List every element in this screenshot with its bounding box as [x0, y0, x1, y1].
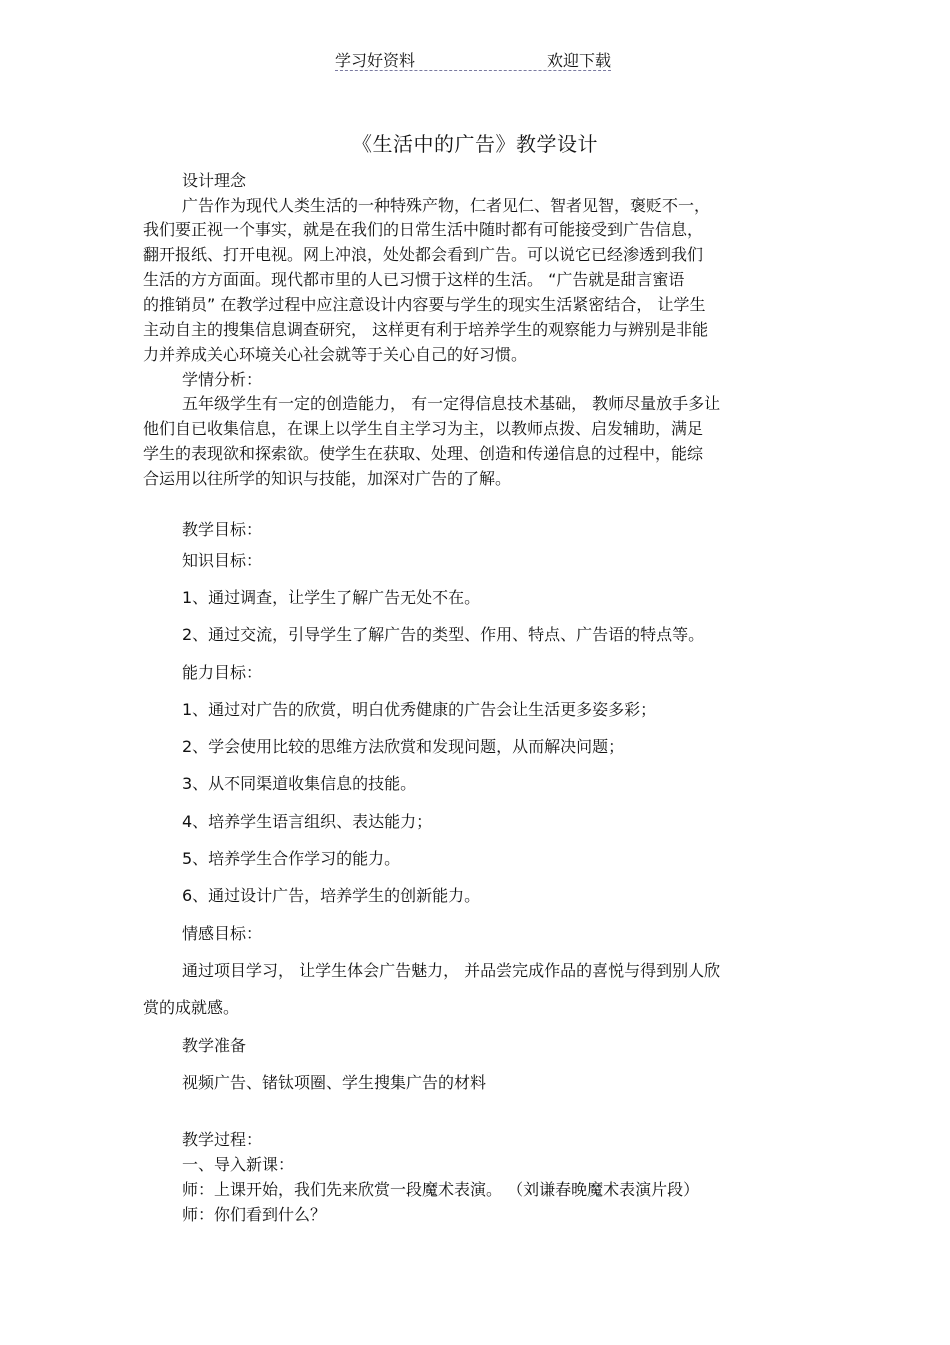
subsection-heading: 一、导入新课：	[182, 1155, 295, 1174]
paragraph-line: 赏的成就感。	[143, 998, 240, 1017]
paragraph-line: 生活的方方面面。现代都市里的人已习惯于这样的生活。 “广告就是甜言蜜语	[143, 270, 685, 289]
section-heading: 学情分析：	[182, 370, 263, 389]
paragraph-line: 我们要正视一个事实，就是在我们的日常生活中随时都有可能接受到广告信息，	[143, 220, 704, 239]
paragraph-line: 力并养成关心环境关心社会就等于关心自己的好习惯。	[143, 345, 528, 364]
paragraph-line: 的推销员” 在教学过程中应注意设计内容要与学生的现实生活紧密结合， 让学生	[143, 295, 706, 314]
paragraph-line: 他们自已收集信息，在课上以学生自主学习为主，以教师点拨、启发辅助，满足	[143, 419, 704, 438]
section-heading: 教学过程：	[182, 1130, 263, 1149]
paragraph-line: 合运用以往所学的知识与技能，加深对广告的了解。	[143, 469, 512, 488]
subsection-heading: 知识目标：	[182, 551, 263, 570]
list-item: 2、学会使用比较的思维方法欣赏和发现问题，从而解决问题；	[182, 737, 625, 756]
list-item: 1、通过调查，让学生了解广告无处不在。	[182, 588, 481, 607]
subsection-heading: 能力目标：	[182, 663, 263, 682]
header-left-text: 学习好资料	[335, 51, 416, 70]
paragraph-line: 翻开报纸、打开电视。网上冲浪，处处都会看到广告。可以说它已经渗透到我们	[143, 245, 704, 264]
section-heading: 教学目标：	[182, 520, 263, 539]
list-item: 1、通过对广告的欣赏，明白优秀健康的广告会让生活更多姿多彩；	[182, 700, 657, 719]
section-heading: 设计理念	[182, 171, 247, 190]
list-item: 4、培养学生语言组织、表达能力；	[182, 812, 433, 831]
paragraph-line: 通过项目学习， 让学生体会广告魅力， 并品尝完成作品的喜悦与得到别人欣	[182, 961, 721, 980]
list-item: 5、培养学生合作学习的能力。	[182, 849, 401, 868]
list-item: 6、通过设计广告，培养学生的创新能力。	[182, 886, 481, 905]
subsection-heading: 情感目标：	[182, 924, 263, 943]
paragraph-line: 视频广告、锗钛项圈、学生搜集广告的材料	[182, 1073, 487, 1092]
paragraph-line: 广告作为现代人类生活的一种特殊产物，仁者见仁、智者见智，褒贬不一，	[182, 196, 711, 215]
header-right-text: 欢迎下载	[546, 51, 611, 70]
dialogue-line: 师：你们看到什么？	[182, 1205, 327, 1224]
paragraph-line: 五年级学生有一定的创造能力， 有一定得信息技术基础， 教师尽量放手多让	[182, 394, 721, 413]
list-item: 2、通过交流，引导学生了解广告的类型、作用、特点、广告语的特点等。	[182, 625, 705, 644]
dialogue-line: 师：上课开始，我们先来欣赏一段魔术表演。 （刘谦春晚魔术表演片段）	[182, 1180, 700, 1199]
paragraph-line: 学生的表现欲和探索欲。使学生在获取、处理、创造和传递信息的过程中，能综	[143, 444, 704, 463]
document-title: 《生活中的广告》教学设计	[352, 132, 598, 156]
section-heading: 教学准备	[182, 1036, 247, 1055]
paragraph-line: 主动自主的搜集信息调查研究， 这样更有利于培养学生的观察能力与辨别是非能	[143, 320, 709, 339]
list-item: 3、从不同渠道收集信息的技能。	[182, 774, 417, 793]
page-header	[335, 48, 611, 71]
